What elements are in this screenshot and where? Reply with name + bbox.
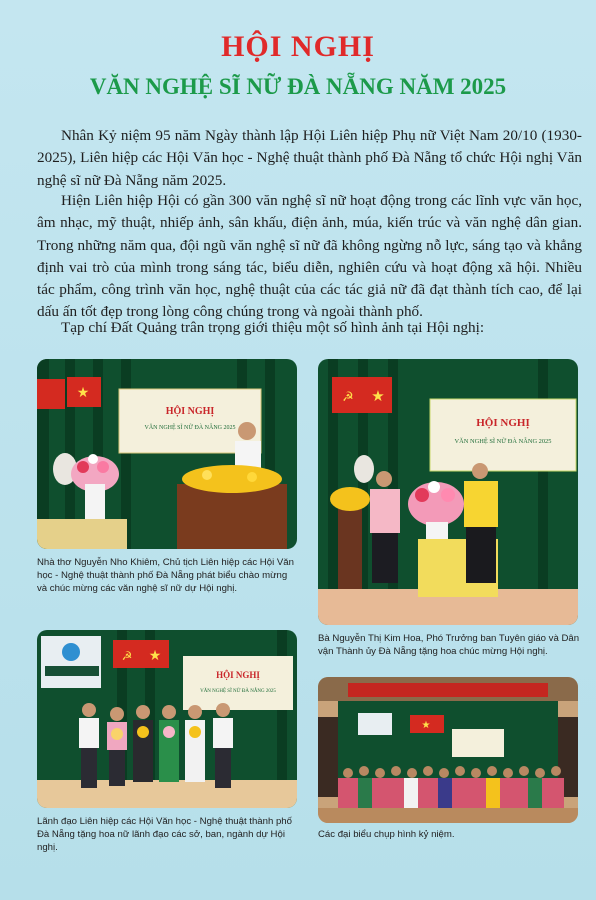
banner-subtitle: VĂN NGHỆ SĨ NỮ ĐÀ NẴNG 2025 xyxy=(144,425,236,431)
svg-text:★: ★ xyxy=(421,720,431,731)
svg-text:★: ★ xyxy=(148,649,162,664)
photo-group xyxy=(318,677,578,823)
svg-text:☭: ☭ xyxy=(342,389,354,404)
caption-group: Các đại biểu chụp hình kỷ niệm. xyxy=(318,829,455,840)
caption-leaders-flowers: Lãnh đạo Liên hiệp các Hội Văn học - Nghệ thuật thành phố Đà Nẵng tặng hoa nữ lãnh đạo các sở, ban, ngành dự Hội nghị. xyxy=(37,816,292,853)
caption-speaker: Nhà thơ Nguyễn Nho Khiêm, Chủ tịch Liên hiệp các Hội Văn học - Nghệ thuật thành phố Đà Nẵng phát biểu chào mừng và chúc mừng các văn nghệ sĩ nữ dự Hội nghị. xyxy=(37,557,294,594)
photo-flower-presentation xyxy=(318,359,578,625)
photo-leaders-flowers xyxy=(37,630,297,808)
banner-subtitle: VĂN NGHỆ SĨ NỮ ĐÀ NẴNG 2025 xyxy=(200,689,276,694)
svg-text:★: ★ xyxy=(76,386,90,401)
svg-text:☭: ☭ xyxy=(121,649,133,663)
intro-paragraph: Nhân Kỷ niệm 95 năm Ngày thành lập Hội Liên hiệp Phụ nữ Việt Nam 20/10 (1930-2025), Liên hiệp các Hội Văn học - Nghệ thuật thành phố Đà Nẵng tổ chức Hội nghị Văn nghệ sĩ nữ Đà Nẵng năm 2025. xyxy=(37,127,582,189)
caption-flower-presentation: Bà Nguyễn Thị Kim Hoa, Phó Trưởng ban Tuyên giáo và Dân vận Thành ủy Đà Nẵng tặng hoa chúc mừng Hội nghị. xyxy=(318,633,580,657)
photo-speaker xyxy=(37,359,297,549)
banner-title: HỘI NGHỊ xyxy=(476,417,530,429)
svg-text:★: ★ xyxy=(371,389,385,405)
banner-title: HỘI NGHỊ xyxy=(165,406,215,417)
banner-subtitle: VĂN NGHỆ SĨ NỮ ĐÀ NẴNG 2025 xyxy=(454,438,552,445)
page-subtitle: VĂN NGHỆ SĨ NỮ ĐÀ NẴNG NĂM 2025 xyxy=(89,74,507,99)
banner-title: HỘI NGHỊ xyxy=(216,670,260,680)
page-title: HỘI NGHỊ xyxy=(221,30,375,63)
photo-intro-paragraph: Tạp chí Đất Quảng trân trọng giới thiệu một số hình ảnh tại Hội nghị: xyxy=(61,319,485,336)
body-paragraph: Hiện Liên hiệp Hội có gần 300 văn nghệ sĩ nữ hoạt động trong các lĩnh vực văn học, âm nhạc, mỹ thuật, nhiếp ảnh, sân khấu, điện ảnh, múa, kiến trúc và văn nghệ dân gian. Trong những năm qua, đội ngũ văn nghệ sĩ nữ đã không ngừng nỗ lực, sáng tạo và khẳng định vai trò của mình trong sáng tác, biểu diễn, nghiên cứu và hoạt động xã hội. Nhiều tác phẩm, công trình văn học, nghệ thuật của các tác giả nữ đã đạt thành tích cao, để lại dấu ấn tốt đẹp trong lòng công chúng trong và ngoài thành phố. xyxy=(37,192,582,321)
